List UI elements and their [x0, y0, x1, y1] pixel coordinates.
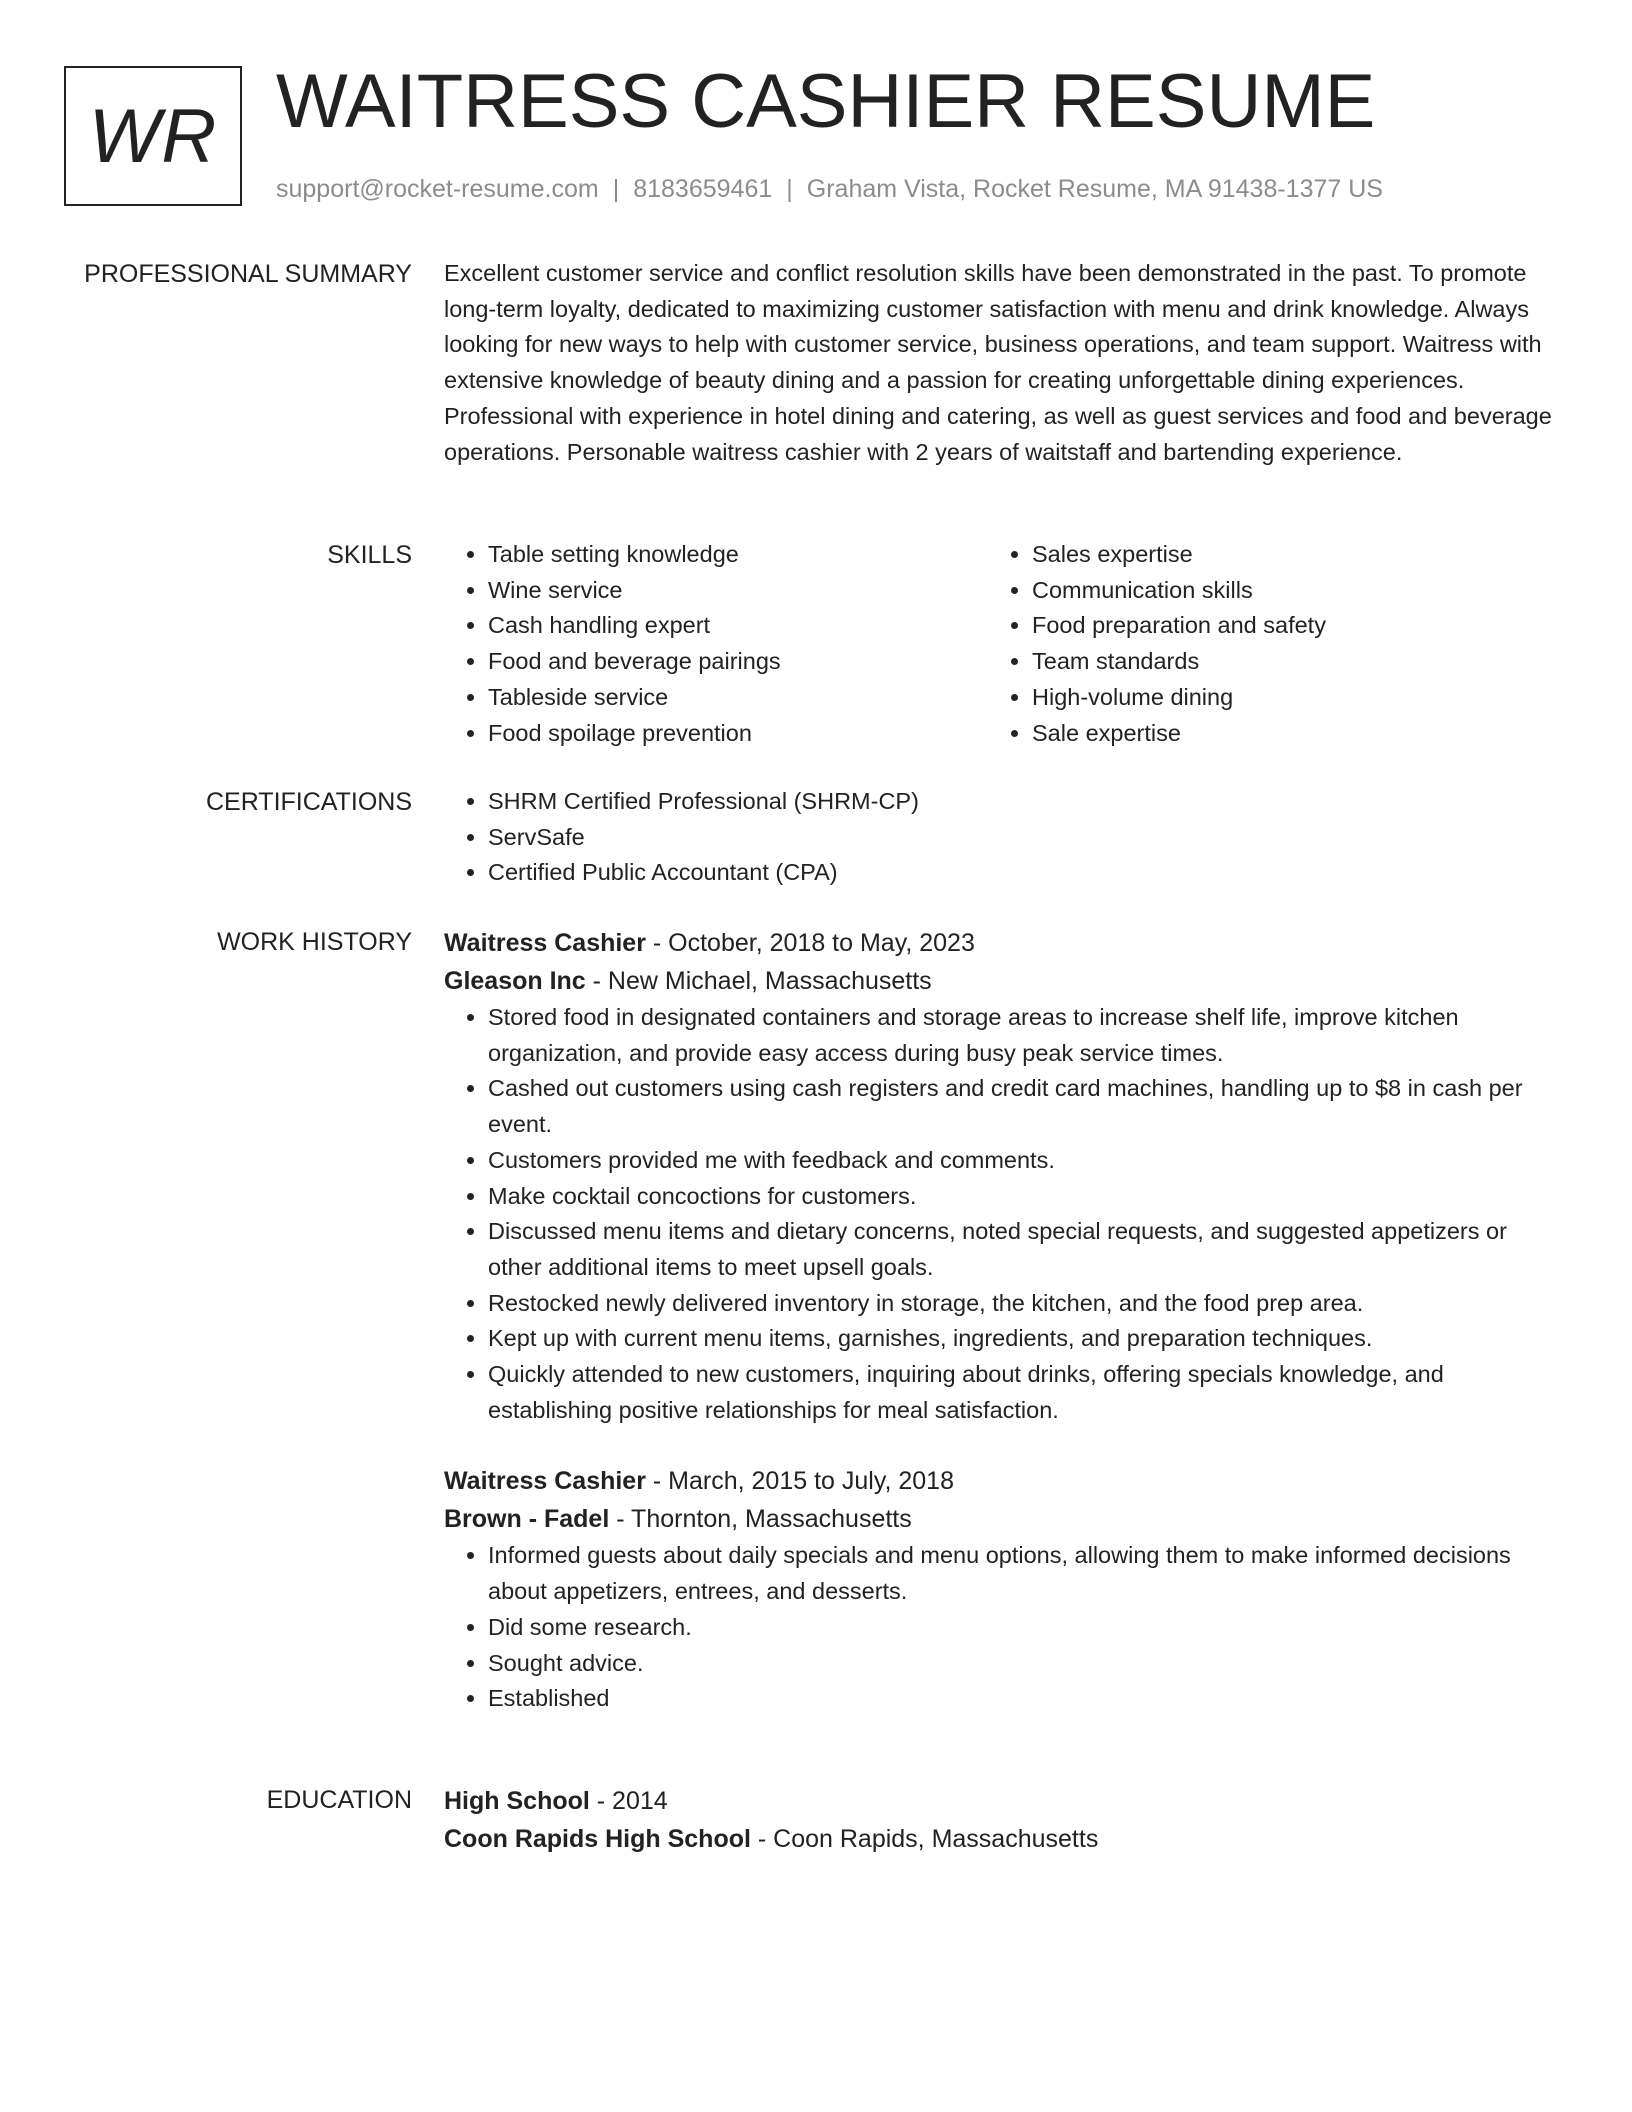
section-label-certifications: CERTIFICATIONS — [205, 788, 412, 816]
skill-item: • Communication skills — [1032, 573, 1532, 609]
skills-list-left — [444, 537, 988, 751]
monogram-initials: WR — [88, 93, 218, 179]
education-school: Coon Rapids High School — [444, 1825, 751, 1853]
skills-body — [444, 537, 1556, 751]
work-history-body — [444, 924, 1556, 1717]
contact-address: Graham Vista, Rocket Resume, MA 91438-1377 US — [806, 175, 1383, 203]
job-duty: • Established — [488, 1681, 1556, 1717]
contact-phone: 8183659461 — [633, 175, 773, 203]
skill-item: • Cash handling expert — [488, 608, 988, 644]
job-title: Waitress Cashier — [444, 929, 646, 957]
job-duty: • Discussed menu items and dietary concerns, noted special requests, and suggested appetizers or other additional items to meet upsell goals. — [488, 1214, 1556, 1285]
education-degree: High School — [444, 1787, 590, 1815]
job-company-line — [444, 1500, 1556, 1538]
section-label-work-history: WORK HISTORY — [217, 928, 412, 956]
section-label-education: EDUCATION — [266, 1786, 412, 1814]
job-duty: • Restocked newly delivered inventory in storage, the kitchen, and the food prep area. — [488, 1286, 1556, 1322]
skill-item: • Tableside service — [488, 680, 988, 716]
contact-email: support@rocket-resume.com — [276, 175, 599, 203]
job-dates: - October, 2018 to May, 2023 — [645, 929, 975, 957]
certifications-body — [444, 784, 1556, 891]
job-company: Gleason Inc — [444, 967, 586, 995]
job-duty: • Sought advice. — [488, 1646, 1556, 1682]
job-title-line — [444, 1462, 1556, 1500]
job-location: - Thornton, Massachusetts — [609, 1505, 912, 1534]
job-entry — [444, 1462, 1556, 1717]
job-entry — [444, 924, 1556, 1428]
education-year: - 2014 — [589, 1787, 668, 1815]
job-duties-list — [444, 1000, 1556, 1428]
certification-item: • SHRM Certified Professional (SHRM-CP) — [488, 784, 1556, 820]
skill-item: • Sales expertise — [1032, 537, 1532, 573]
education-degree-line — [444, 1782, 1556, 1820]
skill-item: • Wine service — [488, 573, 988, 609]
contact-line — [276, 172, 1383, 206]
job-duty: • Did some research. — [488, 1610, 1556, 1646]
education-school-line — [444, 1820, 1556, 1858]
contact-separator: | — [786, 175, 793, 203]
skill-item: • Food spoilage prevention — [488, 716, 988, 752]
skills-list-right — [988, 537, 1532, 751]
job-duty: • Customers provided me with feedback and comments. — [488, 1143, 1556, 1179]
job-company-line — [444, 962, 1556, 1000]
job-duty: • Informed guests about daily specials and menu options, allowing them to make informed decisions about appetizers, entrees, and desserts. — [488, 1538, 1556, 1609]
skill-item: • Food and beverage pairings — [488, 644, 988, 680]
job-duty: • Make cocktail concoctions for customers. — [488, 1179, 1556, 1215]
certifications-list — [444, 784, 1556, 891]
section-label-skills: SKILLS — [327, 541, 412, 569]
skill-item: • Sale expertise — [1032, 716, 1532, 752]
summary-body — [444, 256, 1556, 470]
job-duties-list — [444, 1538, 1556, 1717]
resume-title: WAITRESS CASHIER RESUME — [276, 59, 1376, 144]
section-label-summary: PROFESSIONAL SUMMARY — [84, 260, 412, 288]
job-dates: - March, 2015 to July, 2018 — [645, 1467, 954, 1496]
job-title: Waitress Cashier — [444, 1467, 646, 1496]
skill-item: • Food preparation and safety — [1032, 608, 1532, 644]
job-company: Brown - Fadel — [444, 1505, 610, 1534]
job-duty: • Stored food in designated containers and storage areas to increase shelf life, improve kitchen organization, and provide easy access during busy peak service times. — [488, 1000, 1556, 1071]
summary-text: Excellent customer service and conflict resolution skills have been demonstrated in the past. To promote long-term loyalty, dedicated to maximizing customer satisfaction with menu and drink knowledge. Always looking for new ways to help with customer service, business operations, and team support. Waitress with extensive knowledge of beauty dining and a passion for creating unforgettable dining experiences. Professional with experience in hotel dining and catering, as well as guest services and food and beverage operations. Personable waitress cashier with 2 years of waitstaff and bartending experience. — [444, 260, 1552, 465]
job-title-line — [444, 924, 1556, 962]
education-location: - Coon Rapids, Massachusetts — [750, 1825, 1099, 1853]
job-location: - New Michael, Massachusetts — [585, 967, 932, 995]
job-duty: • Quickly attended to new customers, inquiring about drinks, offering specials knowledge, and establishing positive relationships for meal satisfaction. — [488, 1357, 1556, 1428]
job-duty: • Kept up with current menu items, garnishes, ingredients, and preparation techniques. — [488, 1321, 1556, 1357]
contact-separator: | — [612, 175, 620, 203]
skill-item: • Table setting knowledge — [488, 537, 988, 573]
job-duty: • Cashed out customers using cash registers and credit card machines, handling up to $8 in cash per event. — [488, 1071, 1556, 1142]
monogram-box — [64, 66, 242, 206]
skill-item: • Team standards — [1032, 644, 1532, 680]
skill-item: • High-volume dining — [1032, 680, 1532, 716]
education-body — [444, 1782, 1556, 1858]
certification-item: • ServSafe — [488, 820, 1556, 856]
certification-item: • Certified Public Accountant (CPA) — [488, 855, 1556, 891]
